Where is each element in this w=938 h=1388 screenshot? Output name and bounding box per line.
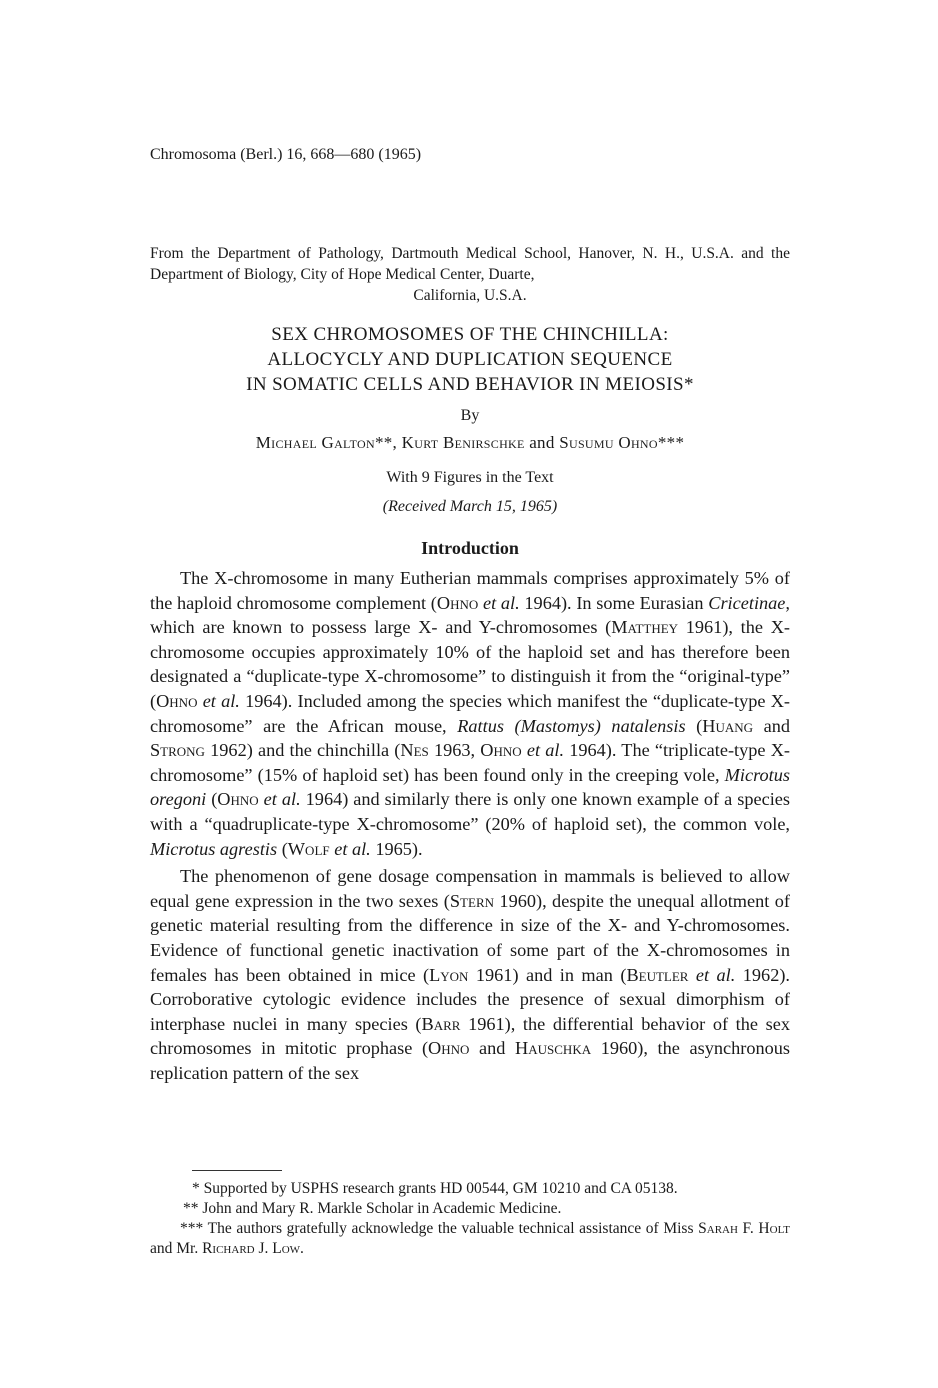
conjunction: and — [529, 433, 555, 452]
paragraph: The X-chromosome in many Eutherian mammals comprises approximately 5% of the haploid chromosome complement (Ohno et al. 1964). In some Eurasian Cricetinae, which are known to possess large X- and Y-chromosomes (Matthey 1961), the X-chromosome occupies approximately 10% of the haploid set and has therefore been designated a “duplicate-type X-chromosome” to distinguish it from the “original-type” (Ohno et al. 1964). Included among the species which manifest the “duplicate-type X-chromosome” are the African mouse, Rattus (Mastomys) natalensis (Huang and Strong 1962) and the chinchilla (Nes 1963, Ohno et al. 1964). The “triplicate-type X-chromosome” (15% of haploid set) has been found only in the creeping vole, Microtus oregoni (Ohno et al. 1964) and similarly there is only one known example of a species with a “quadruplicate-type X-chromosome” (20% of haploid set), the common vole, Microtus agrestis (Wolf et al. 1965). — [150, 568, 791, 859]
author-list — [150, 433, 790, 453]
affiliation-main: From the Department of Pathology, Dartmouth Medical School, Hanover, N. H., U.S.A. and the Department of Biology, City of Hope Medical Center, Duarte, — [150, 245, 790, 283]
title-line-2: ALLOCYCLY AND DUPLICATION SEQUENCE — [267, 349, 673, 370]
footnote-marker: * — [192, 1180, 200, 1197]
footnotes — [150, 1179, 790, 1259]
paper-title — [150, 322, 790, 397]
journal-reference: Chromosoma (Berl.) 16, 668—680 (1965) — [150, 146, 422, 163]
body-text — [150, 566, 790, 1088]
author-name: Michael Galton — [255, 433, 375, 452]
section-heading: Introduction — [421, 538, 519, 558]
by-label: By — [460, 407, 480, 424]
author-name: Susumu Ohno — [559, 433, 658, 452]
received-date: (Received March 15, 1965) — [382, 498, 558, 515]
footnote-marker: **, — [374, 433, 398, 452]
affiliation — [150, 243, 790, 306]
footnote-marker: *** — [657, 433, 685, 452]
footnote: ** John and Mary R. Markle Scholar in Academic Medicine. — [183, 1200, 562, 1217]
author-name: Kurt Benirschke — [401, 433, 525, 452]
paragraph: The phenomenon of gene dosage compensation in mammals is believed to allow equal gene expression in the two sexes (Stern 1960), despite the unequal allotment of genetic material resulting from the difference in size of the X- and Y-chromosomes. Evidence of functional genetic inactivation of some part of the X-chromosomes in females has been obtained in mice (Lyon 1961) and in man (Beutler et al. 1962). Corroborative cytologic evidence includes the presence of sexual dimorphism of interphase nuclei in many species (Barr 1961), the differential behavior of the sex chromosomes in mitotic prophase (Ohno and Hauschka 1960), the asynchronous replication pattern of the sex — [150, 866, 790, 1083]
footnote-divider — [192, 1170, 282, 1171]
footnote: *** The authors gratefully acknowledge the valuable technical assistance of Miss Sarah F. Holt and Mr. Richard J. Low. — [150, 1220, 791, 1257]
footnote-marker: *** — [180, 1220, 204, 1237]
figure-count: With 9 Figures in the Text — [386, 469, 554, 486]
affiliation-last-line: California, U.S.A. — [413, 287, 527, 304]
footnote-marker: ** — [183, 1200, 199, 1217]
title-line-3: IN SOMATIC CELLS AND BEHAVIOR IN MEIOSIS* — [246, 374, 694, 395]
footnote: * Supported by USPHS research grants HD 00544, GM 10210 and CA 05138. — [192, 1180, 678, 1197]
title-line-1: SEX CHROMOSOMES OF THE CHINCHILLA: — [271, 324, 669, 345]
